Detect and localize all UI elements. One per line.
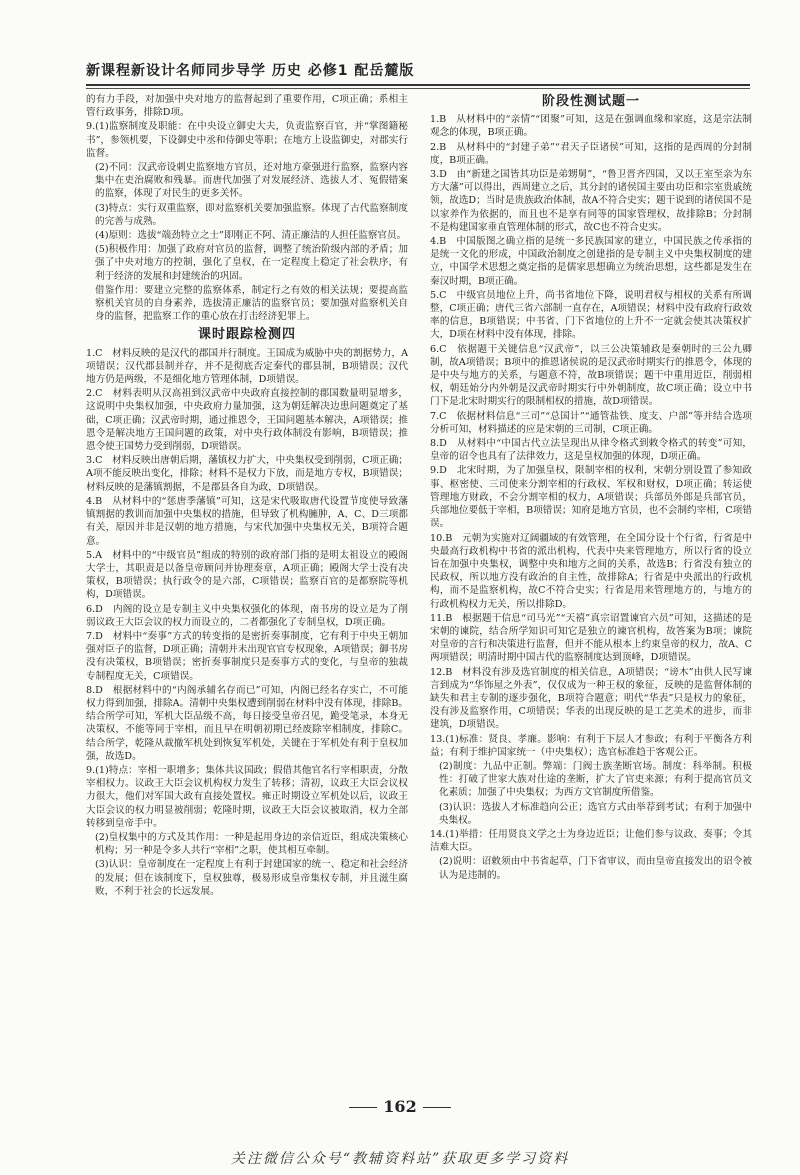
answer-item: 1.B 从材料中的“亲情”“团聚”可知，这是在强调血缘和家庭，这是宗法制观念的体现，B项正确。	[430, 114, 752, 139]
answer-item: 7.D 材料中“奏事”方式的转变指的是密折奏事制度，它有利于中央王朝加强对臣子的监督，D项正确；清朝并未出现官官专权现象，A项错误；御书房没有决策权，B项错误；密折奏事制度只是奏事方式的变化，与皇帝的独裁专制程度无关，C项错误。	[86, 630, 408, 682]
answer-item: (3)认识：选拔人才标准趋向公正；选官方式由举荐到考试；有利于加强中央集权。	[439, 801, 752, 826]
answer-item: 9.D 北宋时期，为了加强皇权，限制宰相的权利，宋朝分别设置了参知政事、枢密使、三司使来分割宰相的行政权、军权和财权，D项正确；转运使管理地方财政，不会分割宰相的权力，A项错误；兵部员外郎是兵部官员，兵部地位要低于宰相，B项错误；知府是地方官员，也不会制约宰相，C项错误。	[430, 465, 752, 530]
answer-item: 3.D 由“新建之国皆其功臣是弟甥舅”，“鲁卫晋齐四国，又以王室至亲为东方大藩”可以得出，西周建立之后，其分封的诸侯国主要由功臣和宗室贵戚统领，故选D；当时是贵族政治体制，故A不符合史实；题干说到的诸侯国不是以家养作为依据的，而且也不是享有同等的国家管理权，故排除B；分封制不是构建国家垂直管理体制的形式，故C也不符合史实。	[430, 169, 752, 233]
section-title: 阶段性测试题一	[541, 94, 640, 109]
answer-item: 6.C 依据题干关键信息“汉武帝”，以三公决策辅政是秦朝时的三公九卿制，故A项错误；B项中的推恩诸侯说的是汉武帝时期实行的推恩令，体现的是中央与地方的关系，与题意不符，故B项错误；题干中重用近臣，削弱相权，朝廷始分内外朝是汉武帝时期实行中外朝制度，故C项正确；设立中书门下是北宋时期实行的限制相权的措施，故D项错误。	[430, 343, 752, 408]
answer-paragraph: (5)积极作用：加强了政府对官员的监督，调整了统治阶级内部的矛盾；加强了中央对地方的控制，强化了皇权，在一定程度上稳定了社会秩序，有利于经济的发展和封建统治的巩固。	[95, 244, 408, 282]
answer-item: 1.C 材料反映的是汉代的郡国并行制度。王国成为威胁中央的割据势力，A项错误；汉代郡县制并存，并不是彻底否定秦代的郡县制，B项错误；汉代地方仍是两级，不是细化地方管理体制，D项错误。	[86, 347, 408, 386]
answer-item: 8.D 根据材料中的“内阁承辅名存而已”可知，内阁已经名存实亡，不可能权力得到加强，排除A。清朝中央集权遭到削弱在材料中没有体现，排除B。结合所学可知，军机大臣品级不高，每日接受皇帝召见，跪受笔录，本身无决策权，不能等同于宰相，而且早在明朝初期已经废除宰相制度，排除C。结合所学，乾隆从裁撤军机处到恢复军机处，关键在于军机处有利于皇权加强，故选D。	[86, 684, 408, 762]
footer-note: 关注微信公众号“教辅资料站”获取更多学习资料	[230, 1151, 570, 1167]
answer-paragraph: 9.(1)监察制度及职能：在中央设立御史大夫，负责监察百官，并“掌图籍秘书”，参领机要，下设御史中丞和侍御史等职；在地方上设监御史，对郡实行监督。	[86, 121, 408, 159]
answer-paragraph: (3)特点：实行双重监察，即对监察机关要加强监察。体现了古代监察制度的完善与成熟。	[95, 202, 408, 227]
page-header	[86, 60, 746, 86]
answer-item: (2)制度：九品中正制。弊端：门阀士族垄断官场。制度：科举制。积极性：打破了世家大族对仕途的垄断，扩大了官吏来源；有利于提高官员文化素质；加强了中央集权；为西方文官制度所借鉴。	[439, 760, 752, 799]
answer-item: 3.C 材料反映出唐朝后期，藩镇权力扩大，中央集权受到削弱，C项正确；A项不能反映出变化，排除；材料不是权力下放，而是地方专权，B项错误；材料反映的是藩镇割据，不是郡县各自为政，D项错误。	[86, 455, 408, 493]
answer-item: 5.A 材料中的“中级官员”组成的特别的政府部门指的是明太祖设立的殿阁大学士，其职责是以备皇帝顾问并协理奏章，A项正确；殿阁大学士没有决策权，B项错误；执行政令的是六部，C项错误；监察百官的是都察院等机构，D项错误。	[86, 549, 408, 601]
answer-paragraph: (2)不同：汉武帝设刺史监察地方官员，还对地方豪强进行监察，监察内容集中在吏治腐败和残暴。而唐代加强了对发展经济、选拔人才、冤假错案的监察，体现了对民生的更多关怀。	[95, 162, 408, 200]
answer-item: 12.B 材料没有涉及选官制度的相关信息，A项错误；“谤木”由供人民写谏言到成为“华饰屋之外表”，仅仅成为一种王权的象征，反映的是监督体制的缺失和君主专制的逐步强化，B项符合题意；明代“华表”只是权力的象征，没有涉及监察作用，C项错误；华表的出现反映的是工艺美术的进步，而非建筑，D项错误。	[430, 666, 752, 731]
header-rule	[86, 84, 750, 86]
section-title: 课时跟踪检测四	[197, 327, 296, 343]
answer-paragraph: (4)原则：选拔“端劲特立之士”即刚正不阿、清正廉洁的人担任监察官员。	[95, 230, 407, 242]
answer-item: 9.(1)特点：宰相一职增多；集体共议国政；假借其他官名行宰相职责，分散宰相权力。议政王大臣会议机构权力发生了转移；清初，议政王大臣会议权力很大，他们对军国大政有直接处置权。雍正时期设立军机处以后，议政王大臣会议的权力明显被削弱；乾隆时期，议政王大臣会议被取消，权力全部转移到皇帝手中。	[86, 764, 408, 829]
answer-item: (2)说明：诏敕须由中书省起草，门下省审议，而由皇帝直接发出的诏令被认为是违制的。	[439, 856, 752, 881]
answer-item: 8.D 从材料中“中国古代立法呈现出从律令格式到敕令格式的转变”可知，皇帝的诏令也具有了法律效力，这是皇权加强的体现，D项正确。	[430, 438, 752, 463]
answer-item: 14.(1)举措：任用贤良文学之士为身边近臣；让他们参与议政、奏事；令其洁难大臣。	[430, 828, 752, 854]
answer-item: (2)皇权集中的方式及其作用：一种是起用身边的亲信近臣，组成决策核心机构；另一种是令多人共行“宰相”之职，使其相互牵制。	[95, 831, 408, 857]
right-column	[430, 93, 752, 883]
answer-item: 2.C 材料表明从汉高祖到汉武帝中央政府直接控制的郡国数量明显增多，这说明中央集权加强，中央政府力量加强，这为朝廷解决边患问题奠定了基础，C项正确；汉武帝时期，通过推恩令，王国问题基本解决，A项错误；推恩令是解决地方王国问题的政策，对中央行政体制没有影响，B项错误；推恩令使王国势力受到削弱，D项错误。	[86, 388, 408, 453]
header-title: 新课程新设计名师同步导学 历史 必修1 配岳麓版	[86, 63, 415, 79]
answer-item: 6.D 内阁的设立是专制主义中央集权强化的体现，南书房的设立是为了削弱议政王大臣会议的权力而设立的，二者都强化了专制皇权，D项正确。	[86, 603, 408, 628]
answer-item: 5.C 中级官员地位上升，尚书省地位下降，说明君权与相权的关系有所调整，C项正确；唐代三省六部制一直存在，A项错误；材料中没有政府行政效率的信息，B项错误；中书省、门下省地位的上升不一定就会使其决策权扩大，D项在材料中没有体现，排除。	[430, 289, 752, 341]
left-column	[86, 93, 408, 899]
answer-item: 13.(1)标准：贤良、孝廉。影响：有利于下层人才参政；有利于平衡各方利益；有利于维护国家统一（中央集权）；选官标准趋于客观公正。	[430, 733, 752, 758]
answer-item: (3)认识：皇帝制度在一定程度上有利于封建国家的统一、稳定和社会经济的发展；但在该制度下，皇权独尊，极易形成皇帝集权专制，并且滋生腐败，不利于社会的长远发展。	[95, 859, 408, 897]
answer-item: 7.C 依据材料信息“三司”“总国计”“通管盐铁、度支、户部”等并结合选项分析可知，材料描述的应是宋朝的三司制，C项正确。	[430, 410, 752, 435]
answer-item: 11.B 根据题干信息“司马光”“天禧”真宗诏置谏官六员”可知，这描述的是宋朝的谏院，结合所学知识可知它是独立的谏官机构，故答案为B项；谏院对皇帝的言行和决策进行监督，但并不能从根本上约束皇帝的权力，故A、C两项错误；明清时期中国古代的监察制度达到顶峰，D项错误。	[430, 612, 752, 664]
header-rule-thin	[86, 88, 750, 89]
answer-item: 4.B 从材料中的“惩唐季藩镇”可知，这是宋代吸取唐代设置节度使导致藩镇割据的教训而加强中央集权的措施，但导致了机构臃肿，A、C、D三项都有关，原因并非是汉朝的地方措施，与宋代加强中央集权无关，B项符合题意。	[86, 495, 408, 547]
answer-paragraph: 的有力手段，对加强中央对地方的监督起到了重要作用，C项正确；系相主管行政事务，排除D项。	[86, 94, 408, 119]
answer-item: 2.B 从材料中的“封建子弟”“君天子臣诸侯”可知，这指的是西周的分封制度，B项正确。	[430, 141, 752, 166]
page-number: 162	[0, 1097, 800, 1116]
answer-paragraph: 借鉴作用：要建立完整的监察体系，制定行之有效的相关法规；要提高监察机关官员的自身素养，选拔清正廉洁的监察官员；要加强对监察机关自身的监督，把监察工作的重心放在打击经济犯罪上。	[95, 284, 408, 323]
answer-item: 4.B 中国版图之确立指的是统一多民族国家的建立，中国民族之传承指的是统一文化的形成，中国政治制度之创建指的是专制主义中央集权制度的建立，中国学术思想之奠定指的是儒家思想确立为统治思想，这些都是发生在秦汉时期，B项正确。	[430, 236, 752, 287]
answer-item: 10.B 元朝为实施对辽阔疆域的有效管理，在全国分设十个行省，行省是中央最高行政机构中书省的派出机构，代表中央来管理地方，所以行省的设立旨在加强中央集权，调整中央和地方之间的关系，故选B；行省没有独立的民政权，所以地方没有政治的自主性，故排除A；行省是中央派出的行政机构，而不是监察机构，故C不符合史实；行省是用来管理地方的，与地方的行政机构权力无关，所以排除D。	[430, 532, 752, 610]
